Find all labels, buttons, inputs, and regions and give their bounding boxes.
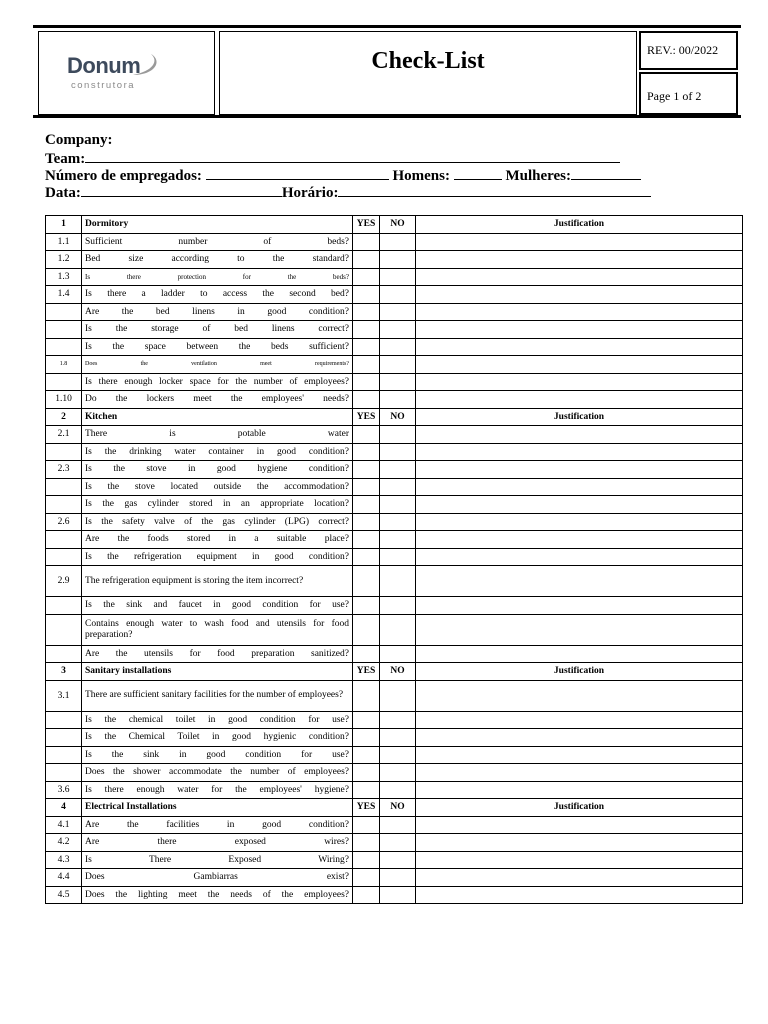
justification-cell[interactable] [416, 886, 743, 904]
checklist-row [46, 478, 743, 496]
women-field[interactable] [571, 166, 641, 180]
item-question: Is there a ladder to access the second bed? [82, 286, 353, 304]
item-number: 1.8 [46, 356, 82, 374]
justification-cell[interactable] [416, 461, 743, 479]
yes-checkbox-cell[interactable] [353, 391, 380, 409]
justification-cell[interactable] [416, 513, 743, 531]
checklist-row [46, 548, 743, 566]
no-checkbox-cell[interactable] [380, 251, 416, 269]
justification-cell[interactable] [416, 729, 743, 747]
item-question: Is the sink in good condition for use? [82, 746, 353, 764]
item-number [46, 496, 82, 514]
justification-cell[interactable] [416, 338, 743, 356]
section-number: 4 [46, 799, 82, 817]
no-column-header: NO [380, 799, 416, 817]
item-number [46, 614, 82, 645]
no-checkbox-cell[interactable] [380, 548, 416, 566]
justification-cell[interactable] [416, 781, 743, 799]
date-field[interactable] [81, 183, 282, 197]
justification-cell[interactable] [416, 711, 743, 729]
justification-cell[interactable] [416, 303, 743, 321]
no-checkbox-cell[interactable] [380, 443, 416, 461]
revision-cell [639, 31, 738, 70]
justification-cell[interactable] [416, 496, 743, 514]
section-header-row [46, 799, 743, 817]
men-field[interactable] [454, 166, 502, 180]
yes-column-header: YES [353, 799, 380, 817]
justification-cell[interactable] [416, 373, 743, 391]
no-checkbox-cell[interactable] [380, 496, 416, 514]
section-title: Electrical Installations [82, 799, 353, 817]
checklist-row [46, 566, 743, 597]
item-number [46, 746, 82, 764]
checklist-row [46, 851, 743, 869]
no-checkbox-cell[interactable] [380, 338, 416, 356]
item-question: Is the space between the beds sufficient? [82, 338, 353, 356]
no-checkbox-cell[interactable] [380, 711, 416, 729]
justification-column-header: Justification [416, 408, 743, 426]
item-question: Is the chemical toilet in good condition for use? [82, 711, 353, 729]
team-field[interactable] [85, 149, 620, 163]
item-number: 4.4 [46, 869, 82, 887]
no-column-header: NO [380, 216, 416, 234]
item-question: Are the bed linens in good condition? [82, 303, 353, 321]
item-number [46, 645, 82, 663]
checklist-row [46, 834, 743, 852]
justification-cell[interactable] [416, 645, 743, 663]
yes-column-header: YES [353, 216, 380, 234]
no-checkbox-cell[interactable] [380, 834, 416, 852]
checklist-row [46, 496, 743, 514]
item-question: Are the foods stored in a suitable place? [82, 531, 353, 549]
checklist-row [46, 531, 743, 549]
checklist-row [46, 373, 743, 391]
no-checkbox-cell[interactable] [380, 513, 416, 531]
yes-checkbox-cell[interactable] [353, 478, 380, 496]
no-checkbox-cell[interactable] [380, 869, 416, 887]
item-question: Is the gas cylinder stored in an appropriate location? [82, 496, 353, 514]
no-checkbox-cell[interactable] [380, 597, 416, 615]
item-question: Is the storage of bed linens correct? [82, 321, 353, 339]
justification-cell[interactable] [416, 869, 743, 887]
yes-checkbox-cell[interactable] [353, 338, 380, 356]
justification-cell[interactable] [416, 286, 743, 304]
item-number: 1.2 [46, 251, 82, 269]
checklist-row [46, 711, 743, 729]
section-header-row [46, 408, 743, 426]
yes-checkbox-cell[interactable] [353, 356, 380, 374]
justification-cell[interactable] [416, 531, 743, 549]
checklist-row [46, 251, 743, 269]
no-checkbox-cell[interactable] [380, 233, 416, 251]
no-checkbox-cell[interactable] [380, 478, 416, 496]
page-number: Page 1 of 2 [647, 89, 702, 103]
checklist-row [46, 645, 743, 663]
item-question: The refrigeration equipment is storing the item incorrect? [82, 566, 353, 597]
yes-checkbox-cell[interactable] [353, 886, 380, 904]
item-number: 1.3 [46, 268, 82, 286]
item-number [46, 303, 82, 321]
justification-cell[interactable] [416, 233, 743, 251]
logo-subtitle: construtora [71, 80, 136, 91]
yes-checkbox-cell[interactable] [353, 764, 380, 782]
yes-checkbox-cell[interactable] [353, 531, 380, 549]
item-number [46, 443, 82, 461]
checklist-row [46, 781, 743, 799]
checklist-row [46, 461, 743, 479]
item-number: 4.2 [46, 834, 82, 852]
section-title: Kitchen [82, 408, 353, 426]
no-checkbox-cell[interactable] [380, 391, 416, 409]
checklist-row [46, 426, 743, 444]
no-checkbox-cell[interactable] [380, 886, 416, 904]
no-checkbox-cell[interactable] [380, 356, 416, 374]
item-question: Is the Chemical Toilet in good hygienic condition? [82, 729, 353, 747]
no-checkbox-cell[interactable] [380, 566, 416, 597]
no-checkbox-cell[interactable] [380, 645, 416, 663]
checklist-row [46, 443, 743, 461]
no-checkbox-cell[interactable] [380, 461, 416, 479]
yes-checkbox-cell[interactable] [353, 597, 380, 615]
company-logo [59, 49, 179, 99]
justification-column-header: Justification [416, 216, 743, 234]
yes-checkbox-cell[interactable] [353, 321, 380, 339]
justification-cell[interactable] [416, 597, 743, 615]
item-question: Is there protection for the beds? [82, 268, 353, 286]
checklist-row [46, 321, 743, 339]
justification-column-header: Justification [416, 663, 743, 681]
item-question: There is potable water [82, 426, 353, 444]
checklist-row [46, 303, 743, 321]
item-question: Contains enough water to wash food and utensils for food preparation? [82, 614, 353, 645]
no-checkbox-cell[interactable] [380, 426, 416, 444]
item-number [46, 711, 82, 729]
checklist-row [46, 729, 743, 747]
yes-checkbox-cell[interactable] [353, 566, 380, 597]
yes-checkbox-cell[interactable] [353, 286, 380, 304]
yes-checkbox-cell[interactable] [353, 711, 380, 729]
item-question: Is There Exposed Wiring? [82, 851, 353, 869]
yes-checkbox-cell[interactable] [353, 781, 380, 799]
item-question: Is the safety valve of the gas cylinder (LPG) correct? [82, 513, 353, 531]
logo-cell [38, 31, 215, 115]
checklist-row [46, 764, 743, 782]
no-checkbox-cell[interactable] [380, 531, 416, 549]
justification-cell[interactable] [416, 478, 743, 496]
section-number: 2 [46, 408, 82, 426]
justification-cell[interactable] [416, 356, 743, 374]
yes-checkbox-cell[interactable] [353, 746, 380, 764]
company-label: Company: [45, 132, 113, 148]
no-checkbox-cell[interactable] [380, 614, 416, 645]
justification-cell[interactable] [416, 764, 743, 782]
item-question: Do the lockers meet the employees' needs? [82, 391, 353, 409]
section-title: Dormitory [82, 216, 353, 234]
yes-checkbox-cell[interactable] [353, 303, 380, 321]
yes-checkbox-cell[interactable] [353, 729, 380, 747]
checklist-row [46, 614, 743, 645]
item-number: 4.5 [46, 886, 82, 904]
item-number: 4.1 [46, 816, 82, 834]
item-number [46, 531, 82, 549]
item-number [46, 373, 82, 391]
item-number [46, 764, 82, 782]
checklist-row [46, 869, 743, 887]
item-question: Does the shower accommodate the number of employees? [82, 764, 353, 782]
section-header-row [46, 216, 743, 234]
item-question: Is there enough water for the employees' hygiene? [82, 781, 353, 799]
yes-checkbox-cell[interactable] [353, 443, 380, 461]
item-number [46, 321, 82, 339]
item-number: 3.6 [46, 781, 82, 799]
item-question: Is the stove in good hygiene condition? [82, 461, 353, 479]
yes-checkbox-cell[interactable] [353, 645, 380, 663]
checklist-row [46, 268, 743, 286]
item-number [46, 478, 82, 496]
justification-cell[interactable] [416, 548, 743, 566]
item-number: 1.1 [46, 233, 82, 251]
justification-cell[interactable] [416, 566, 743, 597]
checklist-row [46, 886, 743, 904]
yes-checkbox-cell[interactable] [353, 816, 380, 834]
men-label: Homens: [392, 168, 450, 184]
checklist-row [46, 286, 743, 304]
checklist-row [46, 597, 743, 615]
page-title: Check-List [371, 48, 485, 74]
no-checkbox-cell[interactable] [380, 781, 416, 799]
no-checkbox-cell[interactable] [380, 268, 416, 286]
checklist-row [46, 513, 743, 531]
yes-checkbox-cell[interactable] [353, 680, 380, 711]
no-checkbox-cell[interactable] [380, 321, 416, 339]
checklist-row [46, 338, 743, 356]
no-checkbox-cell[interactable] [380, 729, 416, 747]
justification-cell[interactable] [416, 268, 743, 286]
yes-checkbox-cell[interactable] [353, 851, 380, 869]
no-checkbox-cell[interactable] [380, 746, 416, 764]
item-question: Does Gambiarras exist? [82, 869, 353, 887]
yes-checkbox-cell[interactable] [353, 426, 380, 444]
info-fields [45, 132, 651, 200]
item-number [46, 338, 82, 356]
justification-cell[interactable] [416, 851, 743, 869]
checklist-table [45, 215, 743, 904]
revision-label: REV.: 00/2022 [647, 43, 719, 57]
no-checkbox-cell[interactable] [380, 816, 416, 834]
checklist-row [46, 680, 743, 711]
item-number: 1.4 [46, 286, 82, 304]
item-question: Is there enough locker space for the number of employees? [82, 373, 353, 391]
item-question: Are the facilities in good condition? [82, 816, 353, 834]
date-line [45, 183, 651, 200]
checklist-row [46, 233, 743, 251]
item-number: 1.10 [46, 391, 82, 409]
time-label: Horário: [281, 185, 339, 201]
item-question: Sufficient number of beds? [82, 233, 353, 251]
justification-cell[interactable] [416, 816, 743, 834]
justification-cell[interactable] [416, 680, 743, 711]
item-number: 4.3 [46, 851, 82, 869]
yes-checkbox-cell[interactable] [353, 548, 380, 566]
item-number: 2.1 [46, 426, 82, 444]
justification-cell[interactable] [416, 443, 743, 461]
yes-checkbox-cell[interactable] [353, 461, 380, 479]
no-checkbox-cell[interactable] [380, 303, 416, 321]
yes-checkbox-cell[interactable] [353, 268, 380, 286]
justification-column-header: Justification [416, 799, 743, 817]
yes-checkbox-cell[interactable] [353, 496, 380, 514]
section-header-row [46, 663, 743, 681]
no-checkbox-cell[interactable] [380, 764, 416, 782]
date-label: Data: [45, 185, 81, 201]
item-number: 2.3 [46, 461, 82, 479]
justification-cell[interactable] [416, 834, 743, 852]
yes-checkbox-cell[interactable] [353, 614, 380, 645]
item-question: Is the refrigeration equipment in good condition? [82, 548, 353, 566]
checklist-row [46, 356, 743, 374]
item-number [46, 729, 82, 747]
justification-cell[interactable] [416, 391, 743, 409]
company-line [45, 132, 651, 149]
yes-checkbox-cell[interactable] [353, 869, 380, 887]
justification-cell[interactable] [416, 746, 743, 764]
employees-field[interactable] [206, 166, 389, 180]
item-number [46, 597, 82, 615]
no-checkbox-cell[interactable] [380, 851, 416, 869]
no-checkbox-cell[interactable] [380, 286, 416, 304]
justification-cell[interactable] [416, 426, 743, 444]
section-number: 1 [46, 216, 82, 234]
justification-cell[interactable] [416, 321, 743, 339]
item-question: Bed size according to the standard? [82, 251, 353, 269]
justification-cell[interactable] [416, 251, 743, 269]
item-question: Is the stove located outside the accommodation? [82, 478, 353, 496]
yes-column-header: YES [353, 408, 380, 426]
yes-checkbox-cell[interactable] [353, 233, 380, 251]
no-checkbox-cell[interactable] [380, 373, 416, 391]
yes-checkbox-cell[interactable] [353, 834, 380, 852]
team-label: Team: [45, 151, 86, 167]
yes-checkbox-cell[interactable] [353, 373, 380, 391]
checklist-row [46, 391, 743, 409]
yes-checkbox-cell[interactable] [353, 251, 380, 269]
women-label: Mulheres: [505, 168, 571, 184]
no-column-header: NO [380, 663, 416, 681]
item-question: There are sufficient sanitary facilities for the number of employees? [82, 680, 353, 711]
logo-swoosh-icon [129, 49, 169, 79]
no-checkbox-cell[interactable] [380, 680, 416, 711]
checklist-row [46, 816, 743, 834]
document-header [33, 25, 741, 118]
item-number [46, 548, 82, 566]
yes-column-header: YES [353, 663, 380, 681]
item-number: 2.9 [46, 566, 82, 597]
employees-label: Número de empregados: [45, 168, 202, 184]
item-number: 3.1 [46, 680, 82, 711]
justification-cell[interactable] [416, 614, 743, 645]
logo-name: Donum [67, 53, 141, 78]
time-field[interactable] [338, 183, 651, 197]
no-column-header: NO [380, 408, 416, 426]
team-line [45, 149, 651, 166]
checklist-row [46, 746, 743, 764]
item-question: Does the lighting meet the needs of the employees? [82, 886, 353, 904]
title-cell [219, 31, 637, 115]
item-question: Are there exposed wires? [82, 834, 353, 852]
item-question: Is the drinking water container in good condition? [82, 443, 353, 461]
item-number: 2.6 [46, 513, 82, 531]
checklist-body [46, 216, 743, 904]
item-question: Is the sink and faucet in good condition for use? [82, 597, 353, 615]
page-number-cell [639, 72, 738, 115]
item-question: Does the ventilation meet requirements? [82, 356, 353, 374]
section-number: 3 [46, 663, 82, 681]
item-question: Are the utensils for food preparation sanitized? [82, 645, 353, 663]
section-title: Sanitary installations [82, 663, 353, 681]
yes-checkbox-cell[interactable] [353, 513, 380, 531]
employees-line [45, 166, 651, 183]
